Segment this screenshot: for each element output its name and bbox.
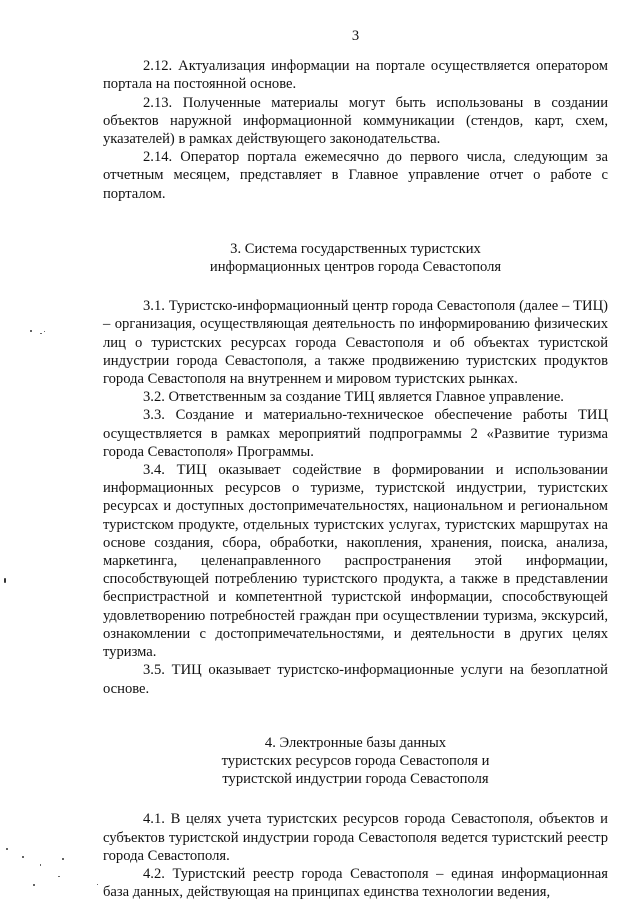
- scan-speck: [58, 876, 60, 877]
- clause-3-1: 3.1. Туристско-информационный центр города Севастополя (далее – ТИЦ) – организация, осуществляющая деятельность по информированию физических лиц о туристских ресурсах города Севастополя и об объектах туристской индустрии города Севастополя, а также продвижению туристских продуктов города Севастополя на внутреннем и мировом туристских рынках.: [103, 298, 608, 388]
- clause-2-12: 2.12. Актуализация информации на портале осуществляется оператором портала на постоянной основе.: [103, 58, 608, 93]
- section-4-heading-line-1: 4. Электронные базы данных: [264, 734, 447, 751]
- clause-3-2: 3.2. Ответственным за создание ТИЦ является Главное управление.: [143, 389, 564, 406]
- page-number: 3: [351, 28, 360, 44]
- scan-speck: [40, 333, 42, 334]
- scan-speck: [97, 884, 98, 885]
- clause-4-1: 4.1. В целях учета туристских ресурсов города Севастополя, объектов и субъектов туристской индустрии города Севастополя ведется туристский реестр города Севастополя.: [103, 811, 608, 864]
- section-3-heading-line-1: 3. Система государственных туристских: [230, 240, 481, 257]
- clause-2-14: 2.14. Оператор портала ежемесячно до первого числа, следующим за отчетным месяцем, представляет в Главное управление отчет о работе с порталом.: [103, 149, 608, 202]
- scan-speck: [40, 864, 41, 866]
- clause-4-2: 4.2. Туристский реестр города Севастополя – единая информационная база данных, действующая на принципах единства технологии ведения,: [103, 865, 608, 901]
- section-4-heading: [103, 734, 608, 789]
- scan-speck: [30, 330, 32, 332]
- scan-speck: [22, 856, 24, 858]
- document-page: [103, 27, 608, 901]
- section-4-heading-line-2: туристских ресурсов города Севастополя и: [221, 752, 490, 769]
- section-3-heading: [103, 240, 608, 276]
- section-3-heading-line-2: информационных центров города Севастополя: [209, 259, 502, 276]
- scan-speck: [6, 848, 8, 850]
- scan-speck: [44, 331, 45, 332]
- scan-speck: [33, 884, 35, 886]
- scan-speck: [4, 578, 6, 583]
- section-4-heading-line-3: туристской индустрии города Севастополя: [222, 771, 489, 788]
- clause-3-5: 3.5. ТИЦ оказывает туристско-информационные услуги на безоплатной основе.: [103, 662, 608, 697]
- scan-speck: [62, 858, 64, 860]
- clause-2-13: 2.13. Полученные материалы могут быть использованы в создании объектов наружной информационной коммуникации (стендов, карт, схем, указателей) в рамках действующего законодательства.: [103, 94, 608, 148]
- clause-3-4: 3.4. ТИЦ оказывает содействие в формировании и использовании информационных ресурсов о туризме, туристской индустрии, туристских ресурсах и доступных достопримечательностях, национальном и региональном туристском продукте, отдельных туристских услугах, туристских маршрутах на основе создания, сбора, обработки, накопления, хранения, поиска, анализа, маркетинга, целенаправленного распространения этой информации, способствующей потреблению туристского продукта, а также в представлении беспристрастной и компетентной туристской информации, способствующей удовлетворению потребностей граждан при осуществлении туризма, экскурсий, ознакомлении с достопримечательностями, и деятельности в других целях туризма.: [103, 462, 608, 661]
- clause-3-3: 3.3. Создание и материально-техническое обеспечение работы ТИЦ осуществляется в рамках мероприятий подпрограммы 2 «Развитие туризма города Севастополя» Программы.: [103, 407, 608, 460]
